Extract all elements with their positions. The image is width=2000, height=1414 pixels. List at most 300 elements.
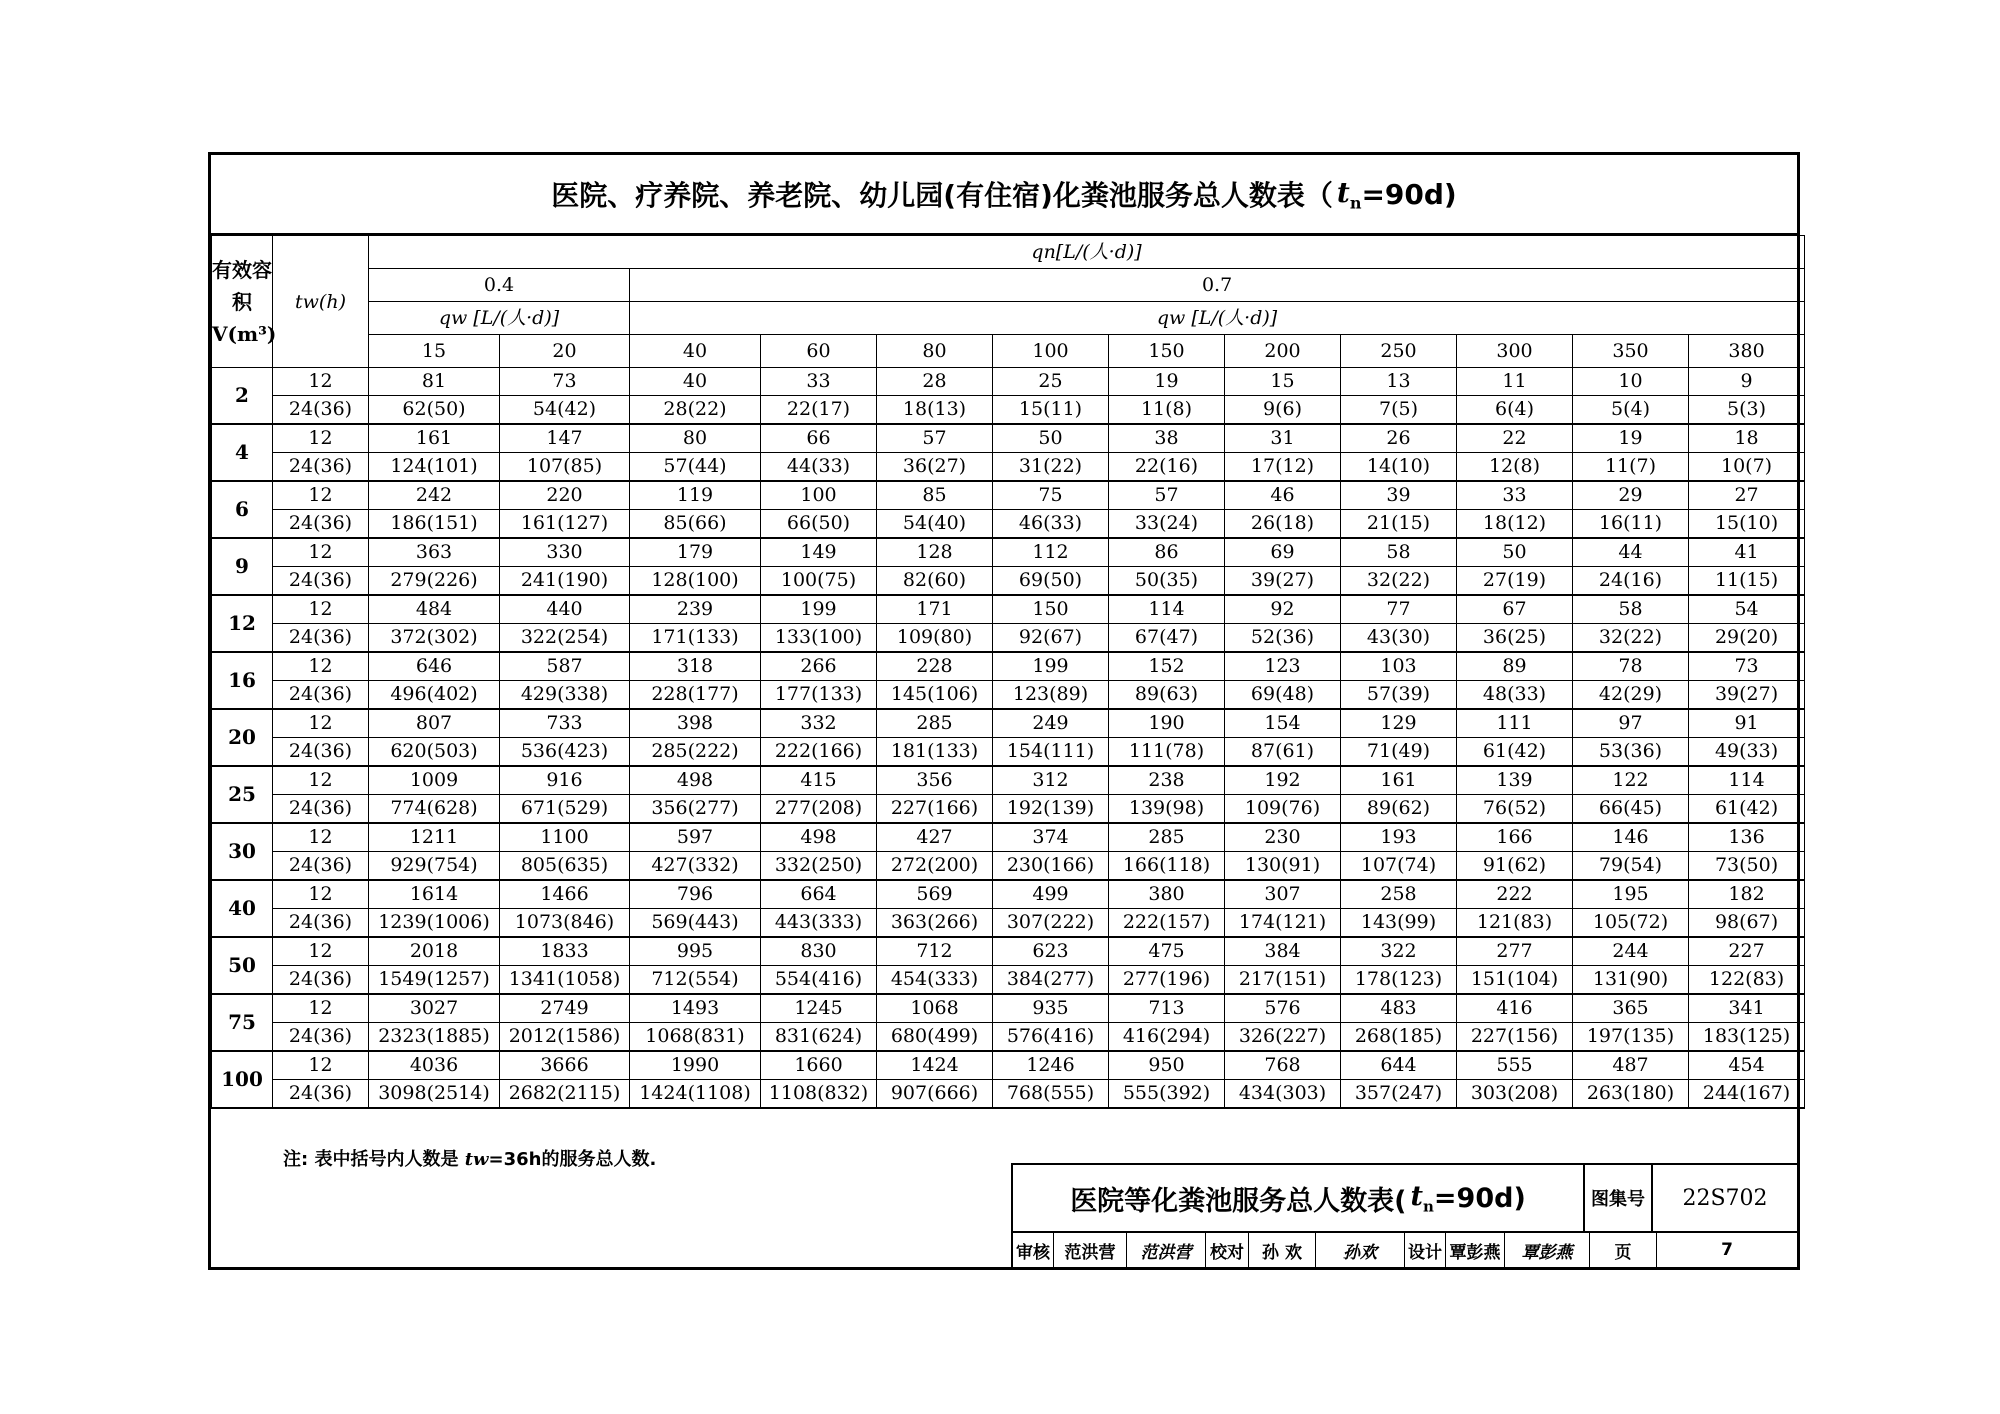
table-cell: 91 bbox=[1689, 709, 1805, 738]
page-number: 7 bbox=[1721, 1240, 1733, 1260]
table-cell: 39 bbox=[1341, 481, 1457, 510]
titleblock-title: 医院等化粪池服务总人数表( $t_n$ =90d) bbox=[1013, 1165, 1585, 1231]
table-cell: 227(166) bbox=[877, 795, 993, 824]
table-cell: 2749 bbox=[500, 994, 630, 1023]
table-cell: 475 bbox=[1109, 937, 1225, 966]
volume-cell: 6 bbox=[212, 481, 273, 538]
table-cell: 576 bbox=[1225, 994, 1341, 1023]
table-cell: 161(127) bbox=[500, 510, 630, 539]
table-cell: 19 bbox=[1573, 424, 1689, 453]
table-cell: 244 bbox=[1573, 937, 1689, 966]
table-cell: 32(22) bbox=[1341, 567, 1457, 596]
table-cell: 1068(831) bbox=[630, 1023, 761, 1052]
volume-cell: 16 bbox=[212, 652, 273, 709]
table-cell: 149 bbox=[761, 538, 877, 567]
checker-name: 孙 欢 bbox=[1249, 1233, 1316, 1267]
table-cell: 712(554) bbox=[630, 966, 761, 995]
volume-cell: 75 bbox=[212, 994, 273, 1051]
table-cell: 57(39) bbox=[1341, 681, 1457, 710]
tw-cell: 24(36) bbox=[273, 624, 369, 653]
table-cell: 26 bbox=[1341, 424, 1457, 453]
table-cell: 554(416) bbox=[761, 966, 877, 995]
table-cell: 171(133) bbox=[630, 624, 761, 653]
table-cell: 266 bbox=[761, 652, 877, 681]
table-cell: 285 bbox=[1109, 823, 1225, 852]
table-cell: 50 bbox=[1457, 538, 1573, 567]
table-cell: 318 bbox=[630, 652, 761, 681]
table-cell: 42(29) bbox=[1573, 681, 1689, 710]
table-cell: 623 bbox=[993, 937, 1109, 966]
table-cell: 268(185) bbox=[1341, 1023, 1457, 1052]
volume-cell: 40 bbox=[212, 880, 273, 937]
table-cell: 98(67) bbox=[1689, 909, 1805, 938]
table-cell: 222(157) bbox=[1109, 909, 1225, 938]
table-cell: 67 bbox=[1457, 595, 1573, 624]
table-cell: 644 bbox=[1341, 1051, 1457, 1080]
table-cell: 166 bbox=[1457, 823, 1573, 852]
table-cell: 69(50) bbox=[993, 567, 1109, 596]
table-cell: 1211 bbox=[369, 823, 500, 852]
tw-cell: 12 bbox=[273, 595, 369, 624]
table-cell: 380 bbox=[1109, 880, 1225, 909]
qw-value-header: 80 bbox=[877, 335, 993, 368]
table-cell: 341 bbox=[1689, 994, 1805, 1023]
tw-cell: 24(36) bbox=[273, 396, 369, 425]
volume-cell: 9 bbox=[212, 538, 273, 595]
table-cell: 569 bbox=[877, 880, 993, 909]
volume-cell: 30 bbox=[212, 823, 273, 880]
tw-cell: 12 bbox=[273, 823, 369, 852]
table-cell: 154(111) bbox=[993, 738, 1109, 767]
table-cell: 105(72) bbox=[1573, 909, 1689, 938]
table-cell: 11(8) bbox=[1109, 396, 1225, 425]
table-cell: 950 bbox=[1109, 1051, 1225, 1080]
table-cell: 907(666) bbox=[877, 1080, 993, 1109]
table-cell: 50 bbox=[993, 424, 1109, 453]
table-cell: 429(338) bbox=[500, 681, 630, 710]
table-cell: 178(123) bbox=[1341, 966, 1457, 995]
table-cell: 27(19) bbox=[1457, 567, 1573, 596]
tw-cell: 24(36) bbox=[273, 909, 369, 938]
table-cell: 71(49) bbox=[1341, 738, 1457, 767]
table-cell: 322(254) bbox=[500, 624, 630, 653]
table-cell: 85 bbox=[877, 481, 993, 510]
table-cell: 107(74) bbox=[1341, 852, 1457, 881]
table-cell: 830 bbox=[761, 937, 877, 966]
table-cell: 228 bbox=[877, 652, 993, 681]
table-cell: 805(635) bbox=[500, 852, 630, 881]
table-cell: 768 bbox=[1225, 1051, 1341, 1080]
table-cell: 182 bbox=[1689, 880, 1805, 909]
tw-cell: 12 bbox=[273, 1051, 369, 1080]
tw-cell: 24(36) bbox=[273, 1023, 369, 1052]
table-cell: 24(16) bbox=[1573, 567, 1689, 596]
table-cell: 2018 bbox=[369, 937, 500, 966]
table-cell: 307 bbox=[1225, 880, 1341, 909]
checker-signature: 孙欢 bbox=[1316, 1233, 1405, 1267]
table-cell: 166(118) bbox=[1109, 852, 1225, 881]
table-cell: 122(83) bbox=[1689, 966, 1805, 995]
table-cell: 16(11) bbox=[1573, 510, 1689, 539]
table-cell: 499 bbox=[993, 880, 1109, 909]
volume-header: 有效容积V(m³) bbox=[212, 236, 273, 368]
table-cell: 139 bbox=[1457, 766, 1573, 795]
table-cell: 43(30) bbox=[1341, 624, 1457, 653]
table-cell: 130(91) bbox=[1225, 852, 1341, 881]
table-cell: 3027 bbox=[369, 994, 500, 1023]
table-cell: 69 bbox=[1225, 538, 1341, 567]
table-cell: 427 bbox=[877, 823, 993, 852]
table-cell: 33 bbox=[761, 368, 877, 396]
qw-value-header: 15 bbox=[369, 335, 500, 368]
table-cell: 454(333) bbox=[877, 966, 993, 995]
title-text: 医院、疗养院、养老院、幼儿园(有住宿)化粪池服务总人数表（ bbox=[551, 179, 1333, 212]
table-cell: 434(303) bbox=[1225, 1080, 1341, 1109]
table-cell: 111 bbox=[1457, 709, 1573, 738]
table-cell: 768(555) bbox=[993, 1080, 1109, 1109]
check-label: 校对 bbox=[1206, 1233, 1249, 1267]
table-cell: 114 bbox=[1109, 595, 1225, 624]
tw-cell: 24(36) bbox=[273, 852, 369, 881]
table-cell: 87(61) bbox=[1225, 738, 1341, 767]
table-cell: 372(302) bbox=[369, 624, 500, 653]
table-cell: 41 bbox=[1689, 538, 1805, 567]
drawing-frame bbox=[208, 152, 1800, 1270]
table-cell: 73 bbox=[1689, 652, 1805, 681]
tw-cell: 12 bbox=[273, 481, 369, 510]
page-label: 页 bbox=[1590, 1233, 1657, 1267]
table-cell: 92 bbox=[1225, 595, 1341, 624]
table-cell: 192 bbox=[1225, 766, 1341, 795]
table-cell: 487 bbox=[1573, 1051, 1689, 1080]
table-cell: 230(166) bbox=[993, 852, 1109, 881]
table-cell: 5(3) bbox=[1689, 396, 1805, 425]
table-cell: 935 bbox=[993, 994, 1109, 1023]
table-cell: 374 bbox=[993, 823, 1109, 852]
table-cell: 123 bbox=[1225, 652, 1341, 681]
table-cell: 97 bbox=[1573, 709, 1689, 738]
table-cell: 143(99) bbox=[1341, 909, 1457, 938]
table-cell: 75 bbox=[993, 481, 1109, 510]
data-table bbox=[211, 235, 1805, 1109]
atlas-label: 图集号 bbox=[1585, 1165, 1653, 1231]
table-cell: 18 bbox=[1689, 424, 1805, 453]
table-cell: 498 bbox=[761, 823, 877, 852]
table-cell: 36(27) bbox=[877, 453, 993, 482]
table-cell: 3666 bbox=[500, 1051, 630, 1080]
table-cell: 680(499) bbox=[877, 1023, 993, 1052]
table-cell: 242 bbox=[369, 481, 500, 510]
table-cell: 1424 bbox=[877, 1051, 993, 1080]
table-cell: 150 bbox=[993, 595, 1109, 624]
table-cell: 122 bbox=[1573, 766, 1689, 795]
qn-value-0: 0.4 bbox=[369, 269, 630, 302]
table-cell: 929(754) bbox=[369, 852, 500, 881]
table-cell: 123(89) bbox=[993, 681, 1109, 710]
title-t-value: =90d) bbox=[1361, 177, 1457, 211]
table-cell: 1073(846) bbox=[500, 909, 630, 938]
table-cell: 128(100) bbox=[630, 567, 761, 596]
table-cell: 58 bbox=[1573, 595, 1689, 624]
table-cell: 443(333) bbox=[761, 909, 877, 938]
table-cell: 671(529) bbox=[500, 795, 630, 824]
tw-cell: 24(36) bbox=[273, 738, 369, 767]
table-cell: 416(294) bbox=[1109, 1023, 1225, 1052]
table-cell: 67(47) bbox=[1109, 624, 1225, 653]
table-cell: 146 bbox=[1573, 823, 1689, 852]
table-cell: 86 bbox=[1109, 538, 1225, 567]
table-cell: 61(42) bbox=[1689, 795, 1805, 824]
table-cell: 19 bbox=[1109, 368, 1225, 396]
table-cell: 131(90) bbox=[1573, 966, 1689, 995]
title-block bbox=[1011, 1163, 1797, 1267]
table-cell: 100(75) bbox=[761, 567, 877, 596]
tw-cell: 12 bbox=[273, 937, 369, 966]
table-cell: 238 bbox=[1109, 766, 1225, 795]
table-cell: 774(628) bbox=[369, 795, 500, 824]
qw-value-header: 150 bbox=[1109, 335, 1225, 368]
table-cell: 239 bbox=[630, 595, 761, 624]
qw-header-2: qw [L/(人·d)] bbox=[630, 302, 1805, 335]
table-cell: 15(10) bbox=[1689, 510, 1805, 539]
table-cell: 129 bbox=[1341, 709, 1457, 738]
table-cell: 398 bbox=[630, 709, 761, 738]
designer-signature: 覃彭燕 bbox=[1505, 1233, 1590, 1267]
table-cell: 555 bbox=[1457, 1051, 1573, 1080]
table-cell: 1833 bbox=[500, 937, 630, 966]
table-cell: 77 bbox=[1341, 595, 1457, 624]
table-cell: 66(45) bbox=[1573, 795, 1689, 824]
table-cell: 222(166) bbox=[761, 738, 877, 767]
qw-value-header: 200 bbox=[1225, 335, 1341, 368]
table-cell: 195 bbox=[1573, 880, 1689, 909]
table-cell: 6(4) bbox=[1457, 396, 1573, 425]
table-cell: 89 bbox=[1457, 652, 1573, 681]
reviewer-name: 范洪营 bbox=[1054, 1233, 1127, 1267]
table-cell: 11(7) bbox=[1573, 453, 1689, 482]
volume-cell: 50 bbox=[212, 937, 273, 994]
table-cell: 1660 bbox=[761, 1051, 877, 1080]
table-cell: 217(151) bbox=[1225, 966, 1341, 995]
table-cell: 1549(1257) bbox=[369, 966, 500, 995]
design-label: 设计 bbox=[1405, 1233, 1446, 1267]
table-cell: 279(226) bbox=[369, 567, 500, 596]
table-cell: 26(18) bbox=[1225, 510, 1341, 539]
table-cell: 357(247) bbox=[1341, 1080, 1457, 1109]
table-cell: 12(8) bbox=[1457, 453, 1573, 482]
title-t-symbol: $t_n$ bbox=[1336, 175, 1362, 213]
table-cell: 241(190) bbox=[500, 567, 630, 596]
table-cell: 1614 bbox=[369, 880, 500, 909]
table-cell: 258 bbox=[1341, 880, 1457, 909]
table-cell: 440 bbox=[500, 595, 630, 624]
qn-value-1: 0.7 bbox=[630, 269, 1805, 302]
table-cell: 28 bbox=[877, 368, 993, 396]
table-cell: 15 bbox=[1225, 368, 1341, 396]
table-cell: 1341(1058) bbox=[500, 966, 630, 995]
table-cell: 363 bbox=[369, 538, 500, 567]
table-cell: 53(36) bbox=[1573, 738, 1689, 767]
table-cell: 249 bbox=[993, 709, 1109, 738]
table-cell: 416 bbox=[1457, 994, 1573, 1023]
table-cell: 29 bbox=[1573, 481, 1689, 510]
table-cell: 11 bbox=[1457, 368, 1573, 396]
qw-header-1: qw [L/(人·d)] bbox=[369, 302, 630, 335]
table-cell: 73 bbox=[500, 368, 630, 396]
table-cell: 78 bbox=[1573, 652, 1689, 681]
table-cell: 733 bbox=[500, 709, 630, 738]
table-cell: 82(60) bbox=[877, 567, 993, 596]
table-cell: 39(27) bbox=[1689, 681, 1805, 710]
table-cell: 483 bbox=[1341, 994, 1457, 1023]
table-cell: 28(22) bbox=[630, 396, 761, 425]
table-cell: 17(12) bbox=[1225, 453, 1341, 482]
table-cell: 555(392) bbox=[1109, 1080, 1225, 1109]
table-cell: 76(52) bbox=[1457, 795, 1573, 824]
table-cell: 177(133) bbox=[761, 681, 877, 710]
tw-cell: 12 bbox=[273, 766, 369, 795]
table-cell: 133(100) bbox=[761, 624, 877, 653]
table-cell: 587 bbox=[500, 652, 630, 681]
table-cell: 119 bbox=[630, 481, 761, 510]
tw-cell: 24(36) bbox=[273, 795, 369, 824]
table-cell: 713 bbox=[1109, 994, 1225, 1023]
table-cell: 33(24) bbox=[1109, 510, 1225, 539]
table-cell: 29(20) bbox=[1689, 624, 1805, 653]
tw-cell: 24(36) bbox=[273, 1080, 369, 1109]
review-label: 审核 bbox=[1013, 1233, 1054, 1267]
table-cell: 89(63) bbox=[1109, 681, 1225, 710]
table-cell: 14(10) bbox=[1341, 453, 1457, 482]
table-cell: 54 bbox=[1689, 595, 1805, 624]
table-cell: 69(48) bbox=[1225, 681, 1341, 710]
table-cell: 1068 bbox=[877, 994, 993, 1023]
table-cell: 427(332) bbox=[630, 852, 761, 881]
table-cell: 1493 bbox=[630, 994, 761, 1023]
designer-name: 覃彭燕 bbox=[1446, 1233, 1505, 1267]
table-cell: 1245 bbox=[761, 994, 877, 1023]
table-cell: 46 bbox=[1225, 481, 1341, 510]
table-cell: 57(44) bbox=[630, 453, 761, 482]
table-cell: 222 bbox=[1457, 880, 1573, 909]
table-cell: 303(208) bbox=[1457, 1080, 1573, 1109]
volume-cell: 12 bbox=[212, 595, 273, 652]
table-cell: 57 bbox=[1109, 481, 1225, 510]
table-cell: 1100 bbox=[500, 823, 630, 852]
table-cell: 11(15) bbox=[1689, 567, 1805, 596]
footnote: 注: 表中括号内人数是 tw=36h的服务总人数. bbox=[283, 1149, 657, 1170]
table-cell: 61(42) bbox=[1457, 738, 1573, 767]
table-cell: 227(156) bbox=[1457, 1023, 1573, 1052]
volume-cell: 20 bbox=[212, 709, 273, 766]
table-cell: 174(121) bbox=[1225, 909, 1341, 938]
table-cell: 197(135) bbox=[1573, 1023, 1689, 1052]
table-cell: 10(7) bbox=[1689, 453, 1805, 482]
table-cell: 22(17) bbox=[761, 396, 877, 425]
table-cell: 179 bbox=[630, 538, 761, 567]
table-cell: 39(27) bbox=[1225, 567, 1341, 596]
table-cell: 109(76) bbox=[1225, 795, 1341, 824]
table-cell: 199 bbox=[993, 652, 1109, 681]
table-cell: 193 bbox=[1341, 823, 1457, 852]
table-cell: 21(15) bbox=[1341, 510, 1457, 539]
table-cell: 230 bbox=[1225, 823, 1341, 852]
qw-value-header: 380 bbox=[1689, 335, 1805, 368]
table-cell: 712 bbox=[877, 937, 993, 966]
table-cell: 139(98) bbox=[1109, 795, 1225, 824]
table-cell: 183(125) bbox=[1689, 1023, 1805, 1052]
table-cell: 145(106) bbox=[877, 681, 993, 710]
table-cell: 1466 bbox=[500, 880, 630, 909]
qw-value-header: 350 bbox=[1573, 335, 1689, 368]
table-cell: 384(277) bbox=[993, 966, 1109, 995]
reviewer-signature: 范洪营 bbox=[1127, 1233, 1206, 1267]
table-cell: 18(13) bbox=[877, 396, 993, 425]
table-cell: 38 bbox=[1109, 424, 1225, 453]
table-cell: 48(33) bbox=[1457, 681, 1573, 710]
qw-value-header: 100 bbox=[993, 335, 1109, 368]
table-cell: 322 bbox=[1341, 937, 1457, 966]
table-cell: 569(443) bbox=[630, 909, 761, 938]
qn-header: qn[L/(人·d)] bbox=[369, 236, 1805, 269]
volume-cell: 100 bbox=[212, 1051, 273, 1108]
table-cell: 277(196) bbox=[1109, 966, 1225, 995]
table-cell: 66 bbox=[761, 424, 877, 453]
table-cell: 147 bbox=[500, 424, 630, 453]
table-cell: 576(416) bbox=[993, 1023, 1109, 1052]
table-cell: 228(177) bbox=[630, 681, 761, 710]
table-cell: 181(133) bbox=[877, 738, 993, 767]
table-cell: 49(33) bbox=[1689, 738, 1805, 767]
table-cell: 356 bbox=[877, 766, 993, 795]
table-cell: 109(80) bbox=[877, 624, 993, 653]
table-cell: 33 bbox=[1457, 481, 1573, 510]
table-cell: 136 bbox=[1689, 823, 1805, 852]
table-cell: 44 bbox=[1573, 538, 1689, 567]
table-cell: 27 bbox=[1689, 481, 1805, 510]
table-cell: 332(250) bbox=[761, 852, 877, 881]
tw-cell: 12 bbox=[273, 994, 369, 1023]
table-cell: 100 bbox=[761, 481, 877, 510]
qw-value-header: 20 bbox=[500, 335, 630, 368]
table-cell: 62(50) bbox=[369, 396, 500, 425]
tw-cell: 12 bbox=[273, 709, 369, 738]
tw-cell: 12 bbox=[273, 424, 369, 453]
table-cell: 9 bbox=[1689, 368, 1805, 396]
table-cell: 415 bbox=[761, 766, 877, 795]
tw-cell: 24(36) bbox=[273, 453, 369, 482]
table-cell: 5(4) bbox=[1573, 396, 1689, 425]
tw-cell: 24(36) bbox=[273, 567, 369, 596]
table-cell: 272(200) bbox=[877, 852, 993, 881]
tw-cell: 12 bbox=[273, 880, 369, 909]
table-cell: 1990 bbox=[630, 1051, 761, 1080]
table-cell: 22 bbox=[1457, 424, 1573, 453]
table-cell: 496(402) bbox=[369, 681, 500, 710]
table-cell: 107(85) bbox=[500, 453, 630, 482]
table-cell: 597 bbox=[630, 823, 761, 852]
table-cell: 80 bbox=[630, 424, 761, 453]
table-cell: 52(36) bbox=[1225, 624, 1341, 653]
table-cell: 54(40) bbox=[877, 510, 993, 539]
table-cell: 384 bbox=[1225, 937, 1341, 966]
table-cell: 326(227) bbox=[1225, 1023, 1341, 1052]
table-cell: 285 bbox=[877, 709, 993, 738]
table-cell: 199 bbox=[761, 595, 877, 624]
table-cell: 1009 bbox=[369, 766, 500, 795]
table-cell: 40 bbox=[630, 368, 761, 396]
table-cell: 121(83) bbox=[1457, 909, 1573, 938]
